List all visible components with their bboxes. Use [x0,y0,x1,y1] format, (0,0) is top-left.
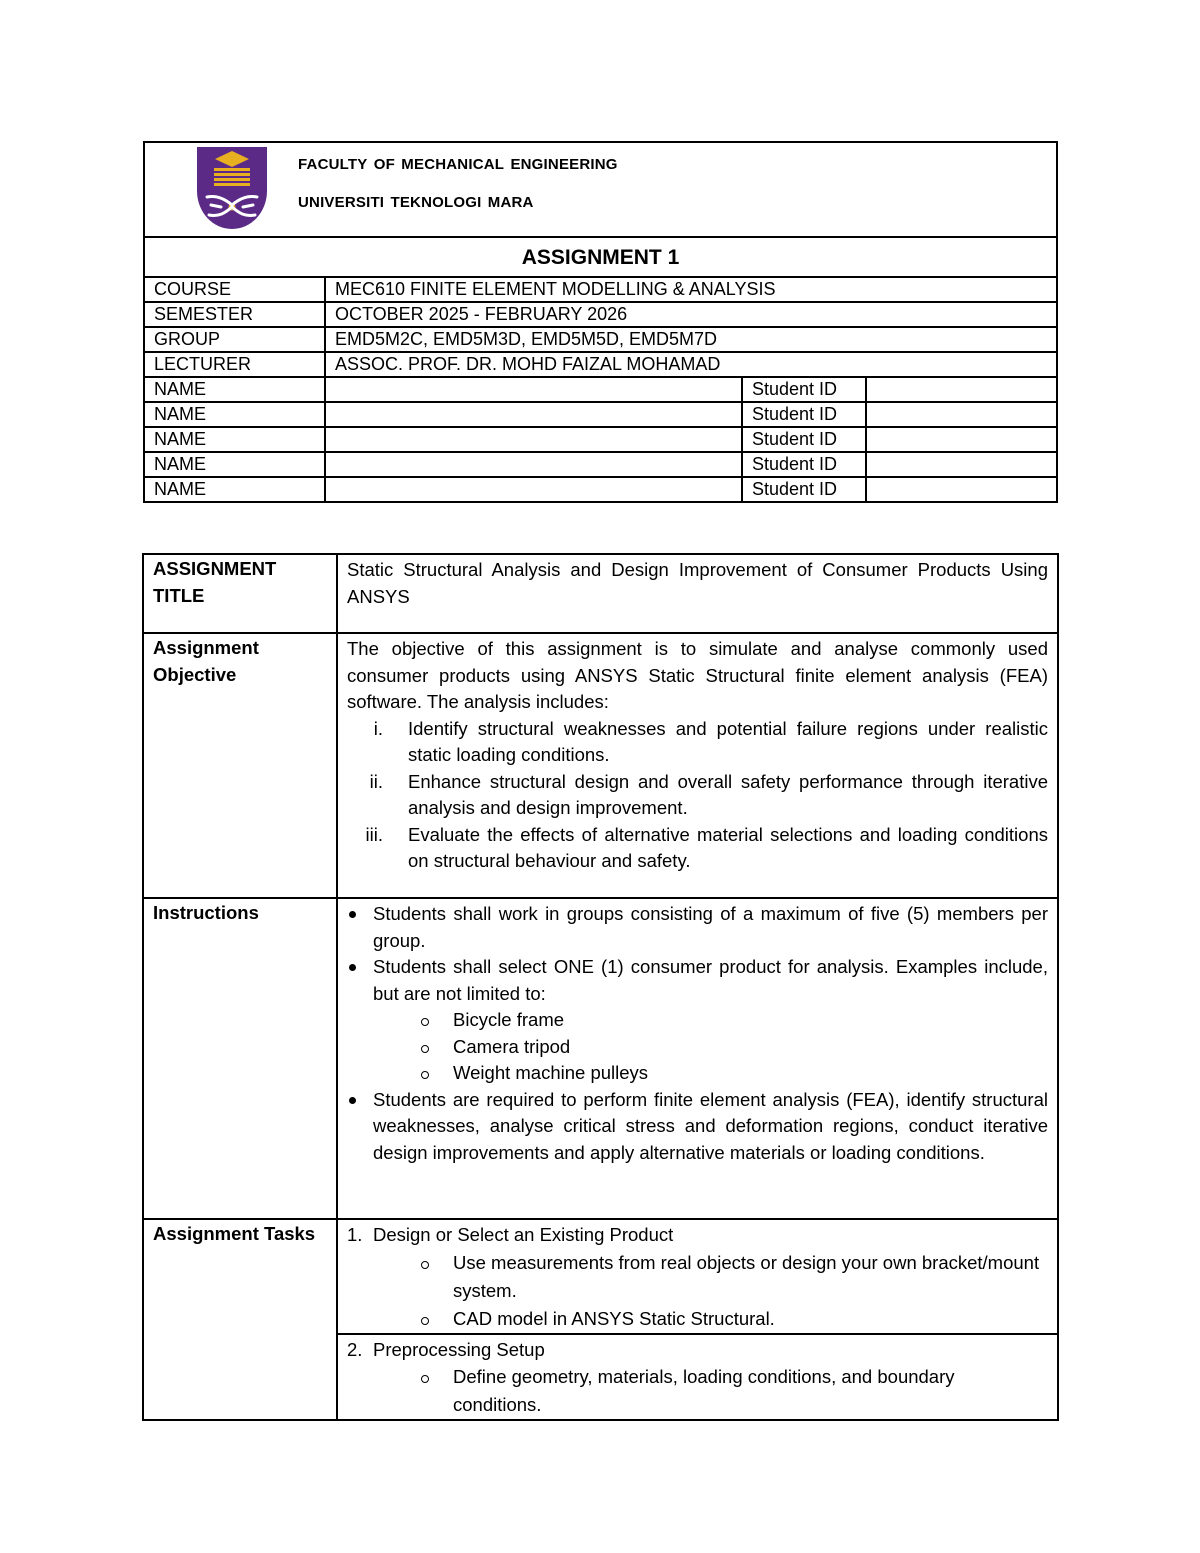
item-text: Use measurements from real objects or design your own bracket/mount system. [453,1251,1040,1301]
course-row [144,277,1057,302]
item-text: Define geometry, materials, loading conditions, and boundary conditions. [453,1366,955,1415]
assignment-details-table [142,553,1059,1421]
student-id-label: Student ID [742,377,866,402]
list-item [347,1007,1048,1034]
student-row [144,402,1057,427]
instructions-row [143,898,1058,1219]
student-id-label: Student ID [742,477,866,502]
list-item [347,822,1048,875]
name-label: NAME [144,377,325,402]
faculty-name: faculty of mechanical engineering [298,149,618,174]
objective-row [143,633,1058,898]
student-row [144,427,1057,452]
student-row [144,477,1057,502]
row-value: MEC610 FINITE ELEMENT MODELLING & ANALYSIS [325,277,1057,302]
item-text: Weight machine pulleys [453,1062,649,1083]
instructions-list [347,901,1048,1166]
tasks-label: Assignment Tasks [143,1219,337,1420]
row-value: ASSOC. PROF. DR. MOHD FAIZAL MOHAMAD [325,352,1057,377]
row-label: SEMESTER [144,302,325,327]
name-field[interactable] [325,452,742,477]
item-text: Students shall work in groups consisting of a maximum of five (5) members per group. [373,903,1048,951]
item-text: Evaluate the effects of alternative material selections and loading conditions on structural behaviour and safety. [408,823,1048,871]
circle-bullet-icon [421,1261,429,1269]
row-label: LECTURER [144,352,325,377]
examples-list [347,1007,1048,1087]
student-id-field[interactable] [866,402,1057,427]
assignment-heading: ASSIGNMENT 1 [144,237,1057,277]
name-label: NAME [144,452,325,477]
student-id-field[interactable] [866,377,1057,402]
objective-list [347,716,1048,875]
list-item [347,1087,1048,1167]
row-label: COURSE [144,277,325,302]
faculty-banner [144,142,1057,237]
row-value: OCTOBER 2025 - FEBRUARY 2026 [325,302,1057,327]
circle-bullet-icon [421,1071,429,1079]
name-field[interactable] [325,402,742,427]
item-number: iii. [365,823,383,845]
list-item [347,1060,1048,1087]
list-item [347,769,1048,822]
student-row [144,377,1057,402]
item-number: i. [373,717,383,739]
instructions-content [337,898,1058,1219]
bullet-icon [349,911,356,918]
title-label: ASSIGNMENT TITLE [143,554,337,633]
list-item [347,716,1048,769]
row-label: GROUP [144,327,325,352]
task-item [347,1337,1048,1364]
list-item [347,901,1048,954]
task-sub-item [347,1305,1048,1333]
task-sub-item [347,1249,1048,1305]
item-number: ii. [369,770,383,792]
circle-bullet-icon [421,1045,429,1053]
task-number: 1. [347,1224,363,1245]
list-item [347,954,1048,1087]
item-text: CAD model in ANSYS Static Structural. [453,1307,775,1329]
name-field[interactable] [325,377,742,402]
uitm-crest-icon [197,147,267,229]
task-cell [337,1334,1058,1421]
task-cell [337,1219,1058,1334]
name-label: NAME [144,427,325,452]
name-field[interactable] [325,477,742,502]
bullet-icon [349,964,356,971]
student-id-field[interactable] [866,452,1057,477]
title-value: Static Structural Analysis and Design Improvement of Consumer Products Using ANSYS [337,554,1058,633]
task-sub-item [347,1363,1048,1419]
item-text: Enhance structural design and overall safety performance through iterative analysis and design improvement. [408,770,1048,818]
student-id-label: Student ID [742,427,866,452]
semester-row [144,302,1057,327]
student-id-field[interactable] [866,427,1057,452]
row-value: EMD5M2C, EMD5M3D, EMD5M5D, EMD5M7D [325,327,1057,352]
objective-content [337,633,1058,898]
tasks-row [143,1219,1058,1334]
task-title: Preprocessing Setup [373,1338,545,1360]
circle-bullet-icon [421,1375,429,1383]
student-id-label: Student ID [742,402,866,427]
task-number: 2. [347,1338,363,1360]
item-text: Camera tripod [453,1035,571,1057]
lecturer-row [144,352,1057,377]
student-id-field[interactable] [866,477,1057,502]
course-info-table [143,141,1058,503]
name-label: NAME [144,402,325,427]
item-text: Students shall select ONE (1) consumer product for analysis. Examples include, but are not limited to: [373,956,1048,1004]
instructions-label: Instructions [143,898,337,1219]
item-text: Identify structural weaknesses and potential failure regions under realistic static loading conditions. [408,717,1048,765]
list-item [347,1034,1048,1061]
item-text: Students are required to perform finite element analysis (FEA), identify structural weaknesses, analyse critical stress and deformation regions, conduct iterative design improvements and apply alternative materials or loading conditions. [373,1088,1048,1163]
objective-intro: The objective of this assignment is to simulate and analyse commonly used consumer products using ANSYS Static Structural finite element analysis (FEA) software. The analysis includes: [347,638,1048,712]
student-id-label: Student ID [742,452,866,477]
university-name: universiti teknologi mara [298,187,534,212]
circle-bullet-icon [421,1018,429,1026]
task-title: Design or Select an Existing Product [373,1224,674,1245]
name-label: NAME [144,477,325,502]
item-text: Bicycle frame [453,1009,565,1030]
name-field[interactable] [325,427,742,452]
group-row [144,327,1057,352]
objective-label: Assignment Objective [143,633,337,898]
task-item [347,1222,1048,1249]
title-row [143,554,1058,633]
bullet-icon [349,1097,356,1104]
circle-bullet-icon [421,1317,429,1325]
student-row [144,452,1057,477]
